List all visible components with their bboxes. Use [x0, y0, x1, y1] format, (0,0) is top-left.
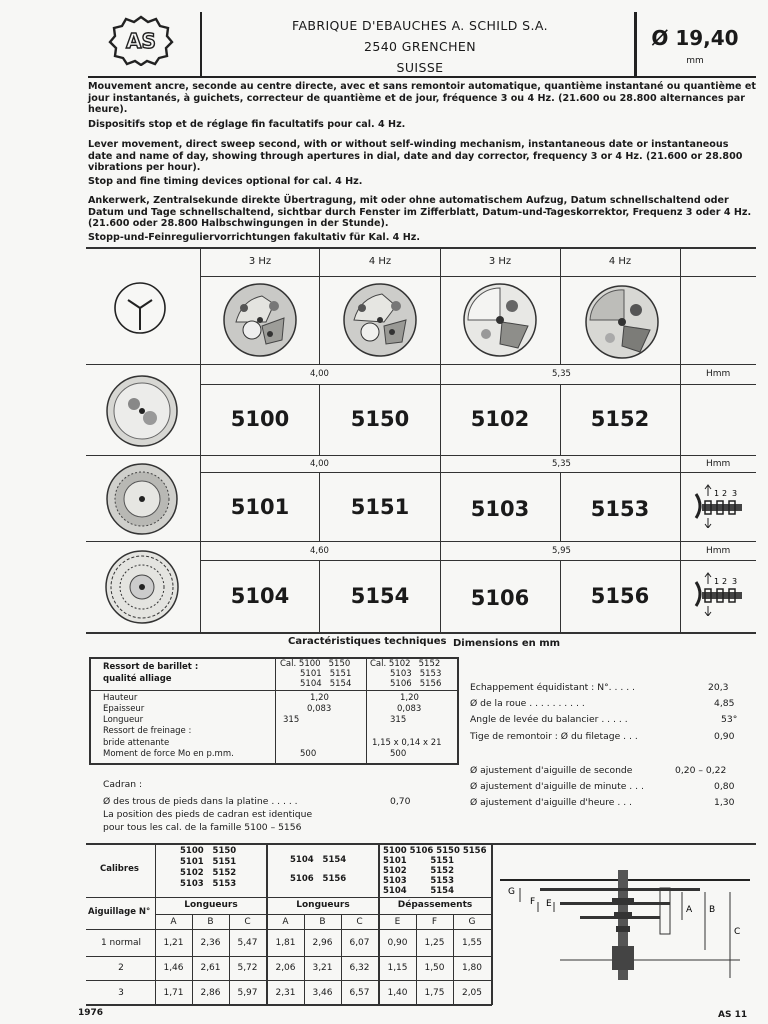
longueurs-header-2: Longueurs — [296, 900, 350, 910]
calibre-5106: 5106 — [470, 586, 530, 610]
calibre-5151: 5151 — [350, 495, 410, 519]
company-country: SUISSE — [396, 60, 444, 75]
position-label-3: 3 — [732, 577, 738, 586]
hands-cell: 1,55 — [461, 938, 483, 948]
spec-value: 0,80 — [714, 781, 735, 792]
hands-cell: 5,97 — [237, 988, 258, 998]
dims-title: Dimensions en mm — [453, 638, 561, 649]
letter-G: G — [508, 887, 515, 897]
hands-cell: 1,50 — [424, 963, 445, 973]
hands-cell: 5,47 — [237, 938, 258, 948]
header-divider-right — [634, 12, 637, 76]
col-B: B — [207, 917, 214, 927]
spring-row-label: Longueur — [103, 715, 144, 725]
hands-cell: 2,05 — [461, 988, 483, 998]
hands-cell: 6,32 — [349, 963, 370, 973]
hands-cell: 1,80 — [461, 963, 483, 973]
diameter-value: Ø 19,40 — [651, 26, 739, 50]
spring-row-v2: 1,20 — [400, 693, 419, 703]
hands-cell: 3,21 — [312, 963, 333, 973]
calibre-5101: 5101 — [230, 495, 290, 519]
freq-header-3: 3 Hz — [488, 256, 512, 267]
hands-cell: 1,81 — [275, 938, 296, 948]
position-label-2: 2 — [722, 489, 728, 498]
footer-year: 1976 — [78, 1008, 104, 1018]
movement-photo-4hz-automatic — [584, 284, 660, 360]
as-logo — [108, 14, 174, 66]
hands-cell: 6,07 — [349, 938, 370, 948]
group1-line: 5101 5151 — [180, 857, 237, 867]
position-label-1: 1 — [714, 489, 720, 498]
spec-label: Ø ajustement d'aiguille de minute . . . — [470, 781, 644, 792]
col1-head-1: Cal. 5100 5150 — [280, 659, 351, 669]
calibre-5150: 5150 — [350, 407, 410, 431]
cadran-holes-label: Ø des trous de pieds dans la platine . . . . . — [103, 796, 298, 807]
position-label-2: 2 — [722, 577, 728, 586]
group1-line: 5102 5152 — [180, 868, 237, 878]
row1-unit: Hmm — [706, 369, 731, 379]
col2-head-3: 5106 5156 — [390, 679, 442, 689]
col-C: C — [356, 917, 363, 927]
calibre-5156: 5156 — [590, 584, 650, 608]
hands-symbol-icon — [112, 280, 168, 336]
aiguillage-label: Aiguillage N° — [88, 907, 151, 917]
calibre-5154: 5154 — [350, 584, 410, 608]
description-de-optional: Stopp-und-Feinreguliervorrichtungen fakultativ für Kal. 4 Hz. — [88, 232, 420, 243]
description-fr: Mouvement ancre, seconde au centre directe, avec et sans remontoir automatique, quantième instantané ou quantième et jour instantanés, à guichets, correcteur de quantième et de jour, fréquence 3 ou 4 Hz. (21.600 ou 28.800 alternances par heure). — [88, 81, 756, 116]
hands-cell: 2,86 — [200, 988, 221, 998]
spring-row-v2: 0,083 — [397, 704, 422, 714]
spec-value: 0,90 — [714, 731, 735, 742]
row1-height-1: 4,00 — [310, 369, 329, 379]
row3-unit: Hmm — [706, 546, 731, 556]
freq-header-1: 3 Hz — [248, 256, 272, 267]
position-label-3: 3 — [732, 489, 738, 498]
spec-value: 20,3 — [708, 682, 729, 693]
hands-row-name: 2 — [118, 963, 124, 973]
movement-photo-row2-date — [104, 462, 180, 536]
calibre-5104: 5104 — [230, 584, 290, 608]
hands-cell: 2,36 — [200, 938, 221, 948]
group2-line: 5104 5154 — [290, 855, 347, 865]
hands-cell: 2,96 — [312, 938, 333, 948]
row3-height-2: 5,95 — [552, 546, 571, 556]
col-F: F — [431, 917, 438, 927]
col-G: G — [468, 917, 476, 927]
spring-row-v1: 315 — [283, 715, 300, 725]
col-E: E — [394, 917, 401, 927]
spec-label: Ø de la roue . . . . . . . . . . — [470, 698, 585, 709]
group3-line: 5102 5152 — [383, 866, 454, 876]
spring-row-v2: 500 — [390, 749, 407, 759]
hand-height-diagram — [500, 850, 756, 1000]
diameter-unit: mm — [686, 56, 704, 66]
group3-line: 5104 5154 — [383, 886, 454, 896]
group3-line: 5100 5106 5150 5156 — [383, 846, 487, 856]
spring-row-label: Hauteur — [103, 693, 138, 703]
letter-C: C — [734, 927, 741, 937]
hands-cell: 1,25 — [424, 938, 445, 948]
calibre-5103: 5103 — [470, 497, 530, 521]
freq-header-4: 4 Hz — [608, 256, 632, 267]
letter-E: E — [546, 899, 552, 909]
col-B: B — [319, 917, 326, 927]
hands-cell: 1,75 — [424, 988, 445, 998]
spring-row-v1: 0,083 — [307, 704, 332, 714]
description-de: Ankerwerk, Zentralsekunde direkte Übertragung, mit oder ohne automatischem Aufzug, Datum schnellschaltend oder Datum und Tage schnellschaltend, sichtbar durch Fenster im Zifferblatt, Datum-und-Tageskorrektor, Frequenz 3 oder 4 Hz. (21.600 oder 28.800 Halbschwingungen in der Stunde). — [88, 195, 752, 230]
hands-cell: 3,46 — [312, 988, 333, 998]
spec-value: 53° — [721, 714, 738, 725]
longueurs-header-1: Longueurs — [184, 900, 238, 910]
description-en: Lever movement, direct sweep second, with or without self-winding mechanism, instantaneous date or instantaneous date and name of day, showing through apertures in dial, date and day corrector, frequency 3 or 4 Hz. (21.600 or 28.800 vibrations per hour). — [88, 139, 743, 174]
crown-positions-icon-row3 — [690, 572, 746, 616]
hands-cell: 1,46 — [163, 963, 184, 973]
description-en-optional: Stop and fine timing devices optional for cal. 4 Hz. — [88, 176, 363, 187]
cadran-note-2: pour tous les cal. de la famille 5100 – 5156 — [103, 822, 302, 833]
hands-cell: 2,06 — [275, 963, 296, 973]
footer-page: AS 11 — [718, 1010, 748, 1020]
col1-head-3: 5104 5154 — [300, 679, 352, 689]
header-divider-left — [200, 12, 202, 76]
spring-label-1: Ressort de barillet : — [103, 662, 199, 672]
col-C: C — [244, 917, 251, 927]
movement-photo-3hz-automatic — [462, 282, 538, 358]
row2-unit: Hmm — [706, 459, 731, 469]
col2-head-2: 5103 5153 — [390, 669, 442, 679]
hands-cell: 0,90 — [387, 938, 408, 948]
row2-height-1: 4,00 — [310, 459, 329, 469]
calibre-5153: 5153 — [590, 497, 650, 521]
spec-value: 0,20 – 0,22 — [675, 765, 727, 776]
col1-head-2: 5101 5151 — [300, 669, 352, 679]
calibres-label: Calibres — [100, 864, 139, 874]
group1-line: 5100 5150 — [180, 846, 237, 856]
group2-line: 5106 5156 — [290, 874, 347, 884]
hands-cell: 1,71 — [163, 988, 184, 998]
cadran-label: Cadran : — [103, 779, 143, 790]
spring-row-v1: 1,20 — [310, 693, 329, 703]
hands-row-name: 1 normal — [100, 938, 142, 948]
col2-head-1: Cal. 5102 5152 — [370, 659, 441, 669]
position-label-1: 1 — [714, 577, 720, 586]
cadran-note-1: La position des pieds de cadran est identique — [103, 809, 313, 820]
company-city: 2540 GRENCHEN — [364, 39, 476, 54]
hands-row-name: 3 — [118, 988, 124, 998]
group3-line: 5101 5151 — [383, 856, 454, 866]
spec-label: Echappement équidistant : N°. . . . . — [470, 682, 635, 693]
spring-row-label: bride attenante — [103, 738, 170, 748]
calibre-5152: 5152 — [590, 407, 650, 431]
col-A: A — [170, 917, 177, 927]
depassements-header: Dépassements — [397, 900, 473, 910]
hands-cell: 6,57 — [349, 988, 370, 998]
cadran-holes-value: 0,70 — [390, 796, 411, 807]
movement-photo-row1 — [104, 374, 180, 448]
movement-photo-row3-day-date — [104, 548, 180, 626]
movement-photo-4hz-manual — [342, 282, 418, 358]
spec-value: 4,85 — [714, 698, 735, 709]
spring-row-v1: 500 — [300, 749, 317, 759]
row2-height-2: 5,35 — [552, 459, 571, 469]
hands-cell: 1,40 — [387, 988, 408, 998]
letter-A: A — [686, 905, 693, 915]
group3-line: 5103 5153 — [383, 876, 454, 886]
spring-row-label: Epaisseur — [103, 704, 145, 714]
spring-row-v2: 1,15 x 0,14 x 21 — [372, 738, 442, 748]
company-name: FABRIQUE D'EBAUCHES A. SCHILD S.A. — [292, 18, 548, 33]
spec-label: Angle de levée du balancier . . . . . — [470, 714, 628, 725]
calibre-5100: 5100 — [230, 407, 290, 431]
calibre-5102: 5102 — [470, 407, 530, 431]
letter-F: F — [530, 897, 536, 907]
spec-label: Tige de remontoir : Ø du filetage . . . — [470, 731, 638, 742]
hands-cell: 5,72 — [237, 963, 258, 973]
header-rule — [88, 76, 756, 78]
group1-line: 5103 5153 — [180, 879, 237, 889]
logo-text: AS — [126, 29, 156, 53]
crown-positions-icon — [690, 484, 746, 528]
spring-row-label: Ressort de freinage : — [103, 726, 192, 736]
description-fr-optional: Dispositifs stop et de réglage fin facultatifs pour cal. 4 Hz. — [88, 119, 406, 130]
hands-cell: 2,61 — [200, 963, 221, 973]
spec-label: Ø ajustement d'aiguille d'heure . . . — [470, 797, 632, 808]
row1-height-2: 5,35 — [552, 369, 571, 379]
hands-cell: 2,31 — [275, 988, 296, 998]
spring-row-label: Moment de force Mo en p.mm. — [103, 749, 234, 759]
letter-B: B — [709, 905, 716, 915]
row3-height-1: 4,60 — [310, 546, 329, 556]
spring-label-2: qualité alliage — [103, 674, 172, 684]
tech-title: Caractéristiques techniques — [288, 636, 447, 647]
spec-value: 1,30 — [714, 797, 735, 808]
movement-photo-3hz-manual — [222, 282, 298, 358]
spec-label: Ø ajustement d'aiguille de seconde — [470, 765, 633, 776]
col-A: A — [282, 917, 289, 927]
hands-cell: 1,21 — [163, 938, 184, 948]
hands-cell: 1,15 — [387, 963, 408, 973]
spring-row-v2: 315 — [390, 715, 407, 725]
freq-header-2: 4 Hz — [368, 256, 392, 267]
